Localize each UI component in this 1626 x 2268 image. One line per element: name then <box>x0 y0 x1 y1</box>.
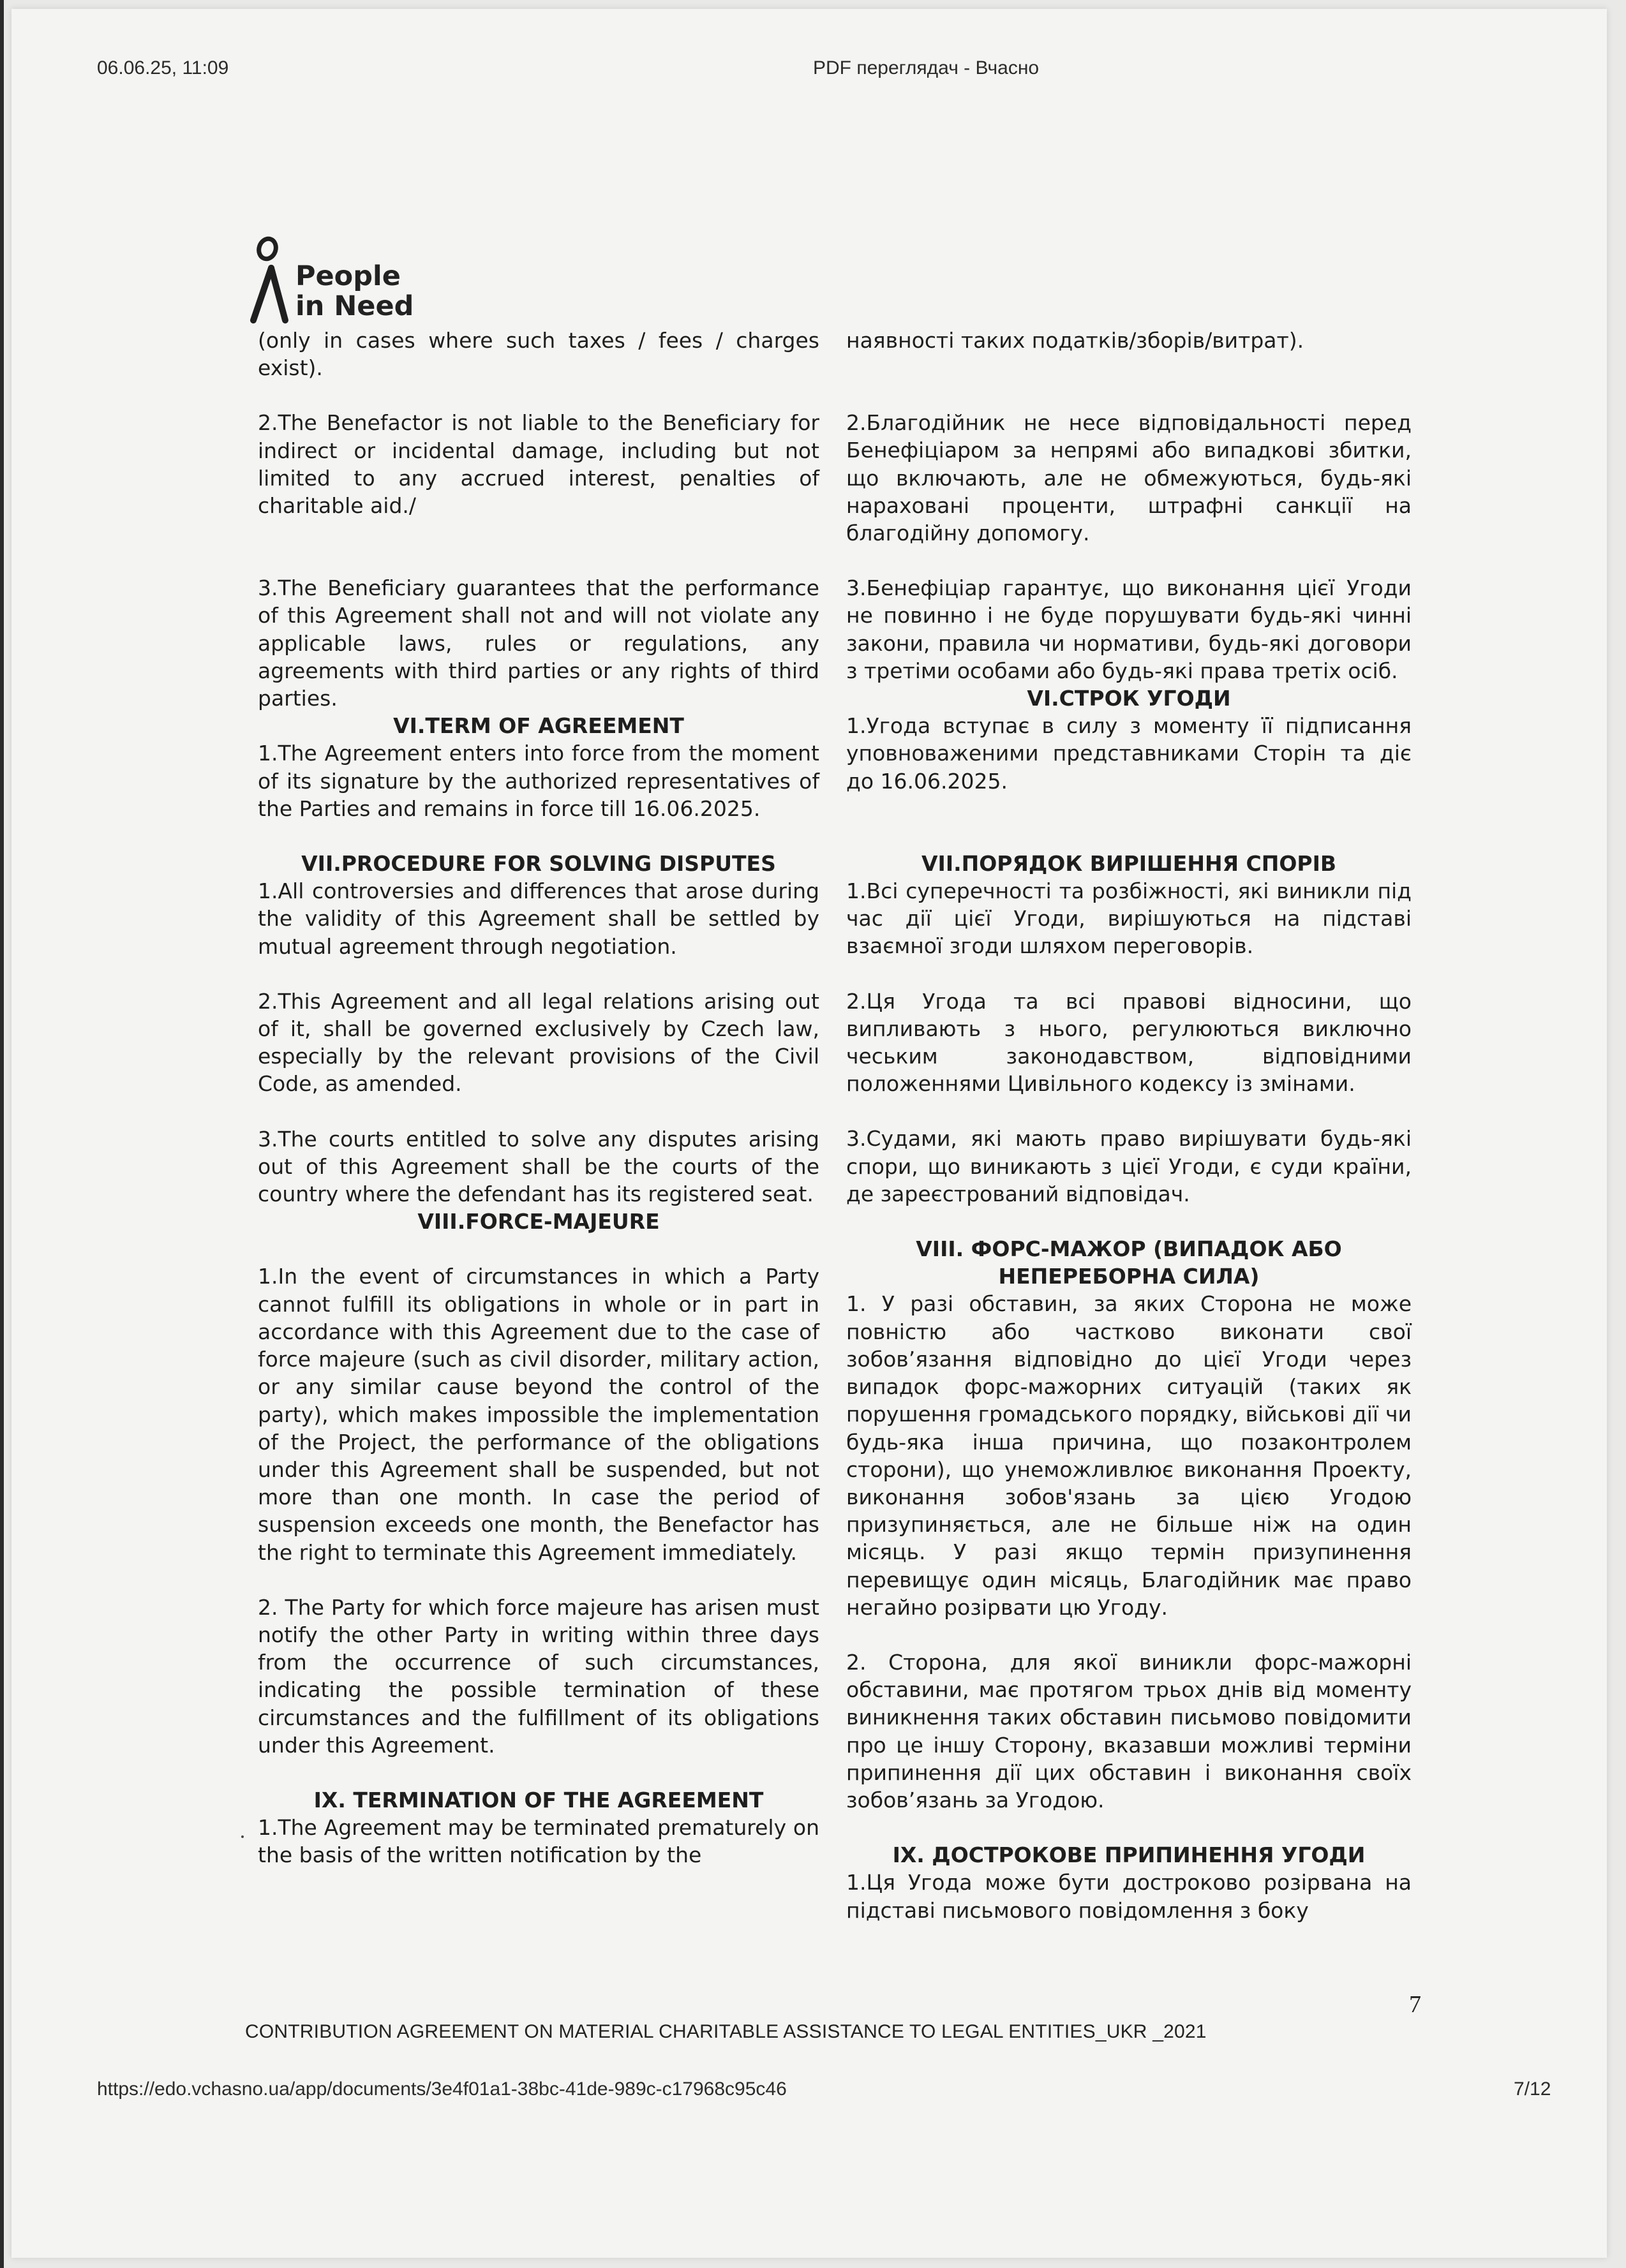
en-clause-ix-1: 1.The Agreement may be terminated prematurely on the basis of the written notification by the <box>258 1815 819 1868</box>
en-heading-viii: VIII.FORCE-MAJEURE <box>417 1209 660 1234</box>
english-column <box>258 327 819 1869</box>
uk-heading-ix: IX. ДОСТРОКОВЕ ПРИПИНЕННЯ УГОДИ <box>892 1842 1366 1868</box>
people-in-need-logo <box>246 231 424 327</box>
en-clause-v-2: 2.The Benefactor is not liable to the Beneficiary for indirect or incidental damage, including but not limited to any accrued interest, penalties of charitable aid./ <box>258 410 819 519</box>
document-url: https://edo.vchasno.ua/app/documents/3e4f01a1-38bc-41de-989c-c17968c95c46 <box>97 2079 787 2100</box>
en-heading-vii: VII.PROCEDURE FOR SOLVING DISPUTES <box>301 851 776 877</box>
uk-clause-vi-1: 1.Угода вступає в силу з моменту її підписання уповноваженими представниками Сторін та діє до 16.06.2025. <box>846 713 1412 794</box>
document-footer-title: CONTRIBUTION AGREEMENT ON MATERIAL CHARITABLE ASSISTANCE TO LEGAL ENTITIES_UKR _2021 <box>245 2021 1207 2042</box>
print-page-counter: 7/12 <box>1514 2079 1551 2100</box>
en-clause-vi-1: 1.The Agreement enters into force from the moment of its signature by the authorized representatives of the Parties and remains in force till 16.06.2025. <box>258 741 819 821</box>
uk-clause-ix-1: 1.Ця Угода може бути достроково розірвана на підставі письмового повідомлення з боку <box>846 1870 1412 1923</box>
scan-left-edge <box>0 0 4 2268</box>
uk-clause-v-3: 3.Бенефіціар гарантує, що виконання цієї Угоди не повинно і не буде порушувати будь-які чинні закони, правила чи нормативи, будь-які договори з третіми особами або будь-які права третіх осіб. <box>846 575 1412 683</box>
ukrainian-column <box>846 327 1412 1924</box>
logo-line-1: People <box>295 260 401 292</box>
en-heading-vi: VI.TERM OF AGREEMENT <box>393 713 684 739</box>
en-taxes-note: (only in cases where such taxes / fees / charges exist). <box>258 328 819 381</box>
en-heading-ix: IX. TERMINATION OF THE AGREEMENT <box>313 1787 764 1812</box>
uk-clause-viii-1: 1. У разі обставин, за яких Сторона не може повністю або частково виконати свої зобов’язання відповідно до цієї Угоди через випадок форс-мажорних ситуацій (таких як порушення громадського порядку, військові дії чи будь-яка інша причина, що позаконтролем сторони), що унеможливлює виконання Проекту, виконання зобов'язань за цією Угодою призупиняється, але не більше ніж на один місяць. У разі якщо термін призупинення перевищує один місяць, Благодійник має право негайно розірвати цю Угоду. <box>846 1291 1412 1620</box>
viewer-title: PDF переглядач - Вчасно <box>813 57 1040 78</box>
uk-taxes-note: наявності таких податків/зборів/витрат). <box>846 328 1304 353</box>
uk-heading-vii: VII.ПОРЯДОК ВИРІШЕННЯ СПОРІВ <box>921 850 1336 876</box>
en-clause-viii-2: 2. The Party for which force majeure has arisen must notify the other Party in writing within three days from the occurrence of such circumstances, indicating the possible termination of these circumstances and the fulfillment of its obligations under this Agreement. <box>258 1594 819 1758</box>
uk-clause-viii-2: 2. Сторона, для якої виникли форс-мажорні обставини, має протягом трьох днів від моменту виникнення таких обставин письмово повідомити про це іншу Сторону, вказавши можливі терміни припинення дії цих обставин і виконання своїх зобов’язань за Угодою. <box>846 1649 1412 1812</box>
uk-clause-v-2: 2.Благодійник не несе відповідальності перед Бенефіціаром за непрямі або випадкові збитки, що включають, але не обмежуються, будь-які нараховані проценти, штрафні санкції на благодійну допомогу. <box>846 410 1412 546</box>
en-clause-vii-2: 2.This Agreement and all legal relations arising out of it, shall be governed exclusively by Czech law, especially by the relevant provisions of the Civil Code, as amended. <box>258 988 819 1097</box>
en-clause-vii-3: 3.The courts entitled to solve any disputes arising out of this Agreement shall be the courts of the country where the defendant has its registered seat. <box>258 1126 819 1207</box>
logo-figure-icon <box>246 231 303 327</box>
uk-heading-vi: VI.СТРОК УГОДИ <box>1027 686 1231 711</box>
en-clause-vii-1: 1.All controversies and differences that arose during the validity of this Agreement shall be settled by mutual agreement through negotiation. <box>258 878 819 959</box>
uk-heading-viii: VIII. ФОРС-МАЖОР (ВИПАДОК АБО НЕПЕРЕБОРНА СИЛА) <box>916 1236 1342 1289</box>
print-date: 06.06.25, 11:09 <box>97 57 229 78</box>
uk-clause-vii-3: 3.Судами, які мають право вирішувати будь-які спори, що виникають з цієї Угоди, є суди країни, де зареєстрований відповідач. <box>846 1126 1412 1206</box>
uk-clause-vii-1: 1.Всі суперечності та розбіжності, які виникли під час дії цієї Угоди, вирішуються на підставі взаємної згоди шляхом переговорів. <box>846 878 1412 959</box>
en-clause-v-3: 3.The Beneficiary guarantees that the performance of this Agreement shall not and will not violate any applicable laws, rules or regulations, any agreements with third parties or any rights of third parties. <box>258 575 819 711</box>
scan-speck <box>241 1835 244 1838</box>
en-clause-viii-1: 1.In the event of circumstances in which a Party cannot fulfill its obligations in whole or in part in accordance with this Agreement due to the case of force majeure (such as civil disorder, military action, or any similar cause beyond the control of the party), which makes impossible the implementation of the Project, the performance of the obligations under this Agreement shall be suspended, but not more than one month. In case the period of suspension exceeds one month, the Benefactor has the right to terminate this Agreement immediately. <box>258 1264 819 1565</box>
uk-clause-vii-2: 2.Ця Угода та всі правові відносини, що випливають з нього, регулюються виключно чеським законодавством, відповідними положеннями Цивільного кодексу із змінами. <box>846 988 1412 1097</box>
logo-line-2: in Need <box>295 290 414 322</box>
page-number: 7 <box>1409 1991 1421 2018</box>
